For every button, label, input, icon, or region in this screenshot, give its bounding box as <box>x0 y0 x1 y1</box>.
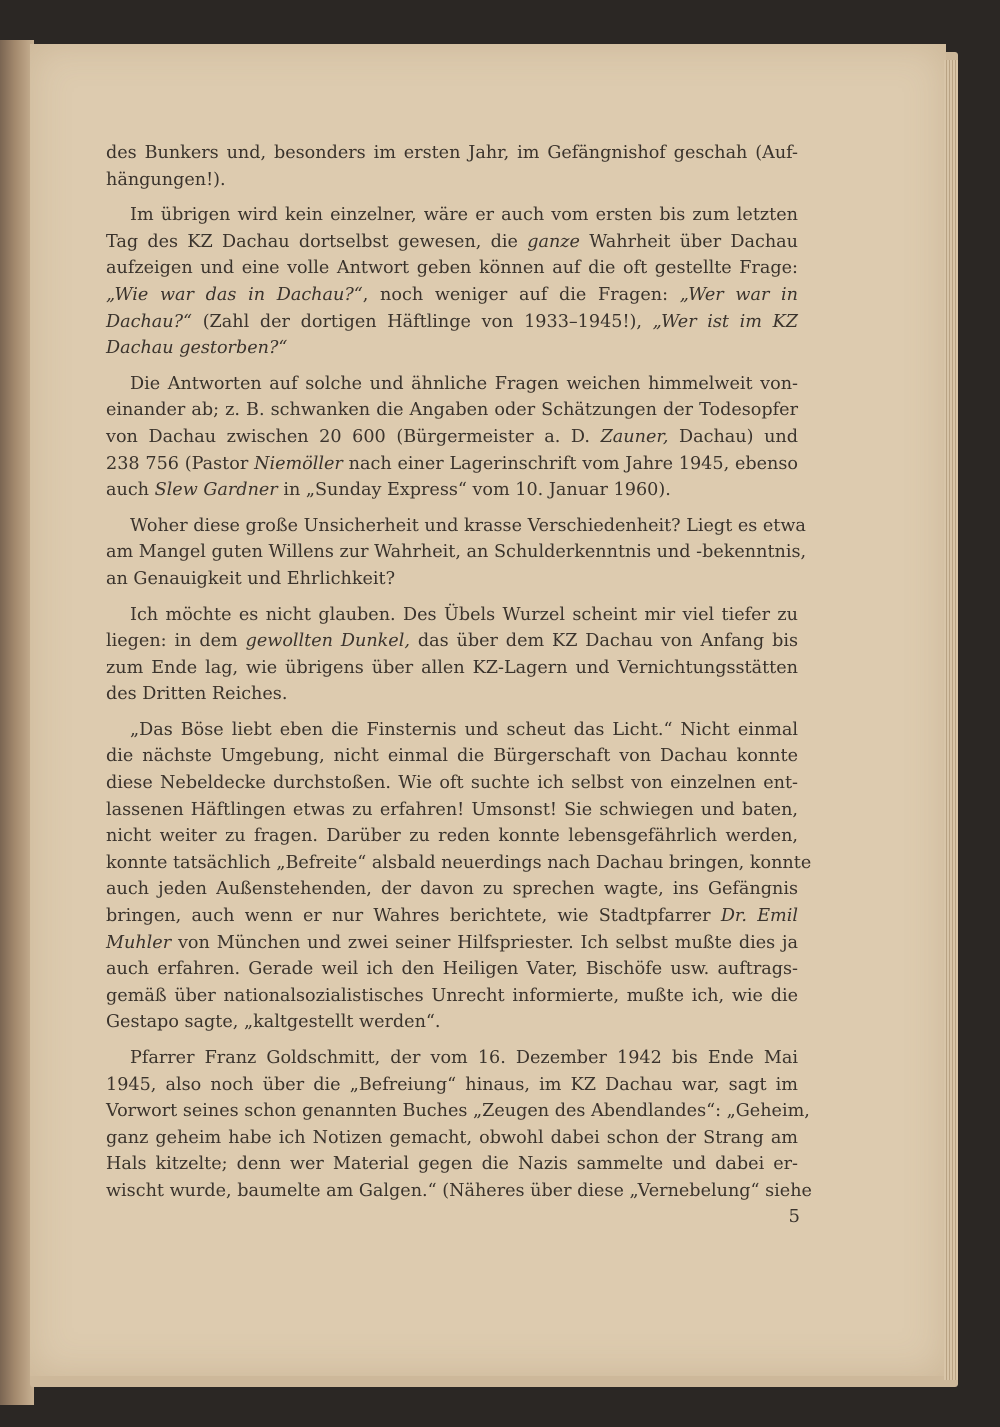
text-run: Gestapo sagte, „kaltgestellt werden“. <box>106 1012 441 1033</box>
paragraph <box>106 513 807 593</box>
italic-text: „Wer ist im KZ <box>652 311 798 332</box>
text-run: 238 756 (Pastor <box>106 453 255 474</box>
text-line <box>106 397 798 424</box>
text-line <box>106 850 812 877</box>
text-run: einander ab; z. B. schwanken die Angaben oder Schätzungen der Todesopfer <box>106 400 798 421</box>
text-run: Die Antworten auf solche und ähnliche Fragen weichen himmelweit von- <box>130 373 798 394</box>
text-line <box>106 513 806 540</box>
text-line <box>106 140 798 167</box>
text-run: gemäß über nationalsozialistisches Unrecht informierte, mußte ich, wie die <box>106 985 798 1006</box>
italic-text: Dachau?“ <box>106 311 193 332</box>
text-run: des Dritten Reiches. <box>106 684 288 705</box>
text-line <box>106 309 798 336</box>
text-line <box>106 371 798 398</box>
text-line <box>106 539 807 566</box>
paragraph-gap <box>106 1036 798 1045</box>
text-run: hängungen!). <box>106 169 226 190</box>
text-run: „Das Böse liebt eben die Finsternis und scheut das Licht.“ Nicht einmal <box>130 719 798 740</box>
paragraph-gap <box>106 504 798 513</box>
page-edges <box>944 60 958 1380</box>
text-run: von Dachau zwischen 20 600 (Bürgermeister a. D. <box>106 426 601 447</box>
text-run: an Genauigkeit und Ehrlichkeit? <box>106 568 396 589</box>
text-line <box>106 681 798 708</box>
text-run: auch <box>106 480 155 501</box>
paragraph-gap <box>106 708 798 717</box>
page-number: 5 <box>788 1206 800 1227</box>
text-line <box>106 876 798 903</box>
italic-text: gewollten Dunkel, <box>245 631 410 652</box>
paragraph <box>106 371 798 504</box>
text-line <box>106 229 798 256</box>
paragraph <box>106 1045 812 1205</box>
text-line <box>106 1151 798 1178</box>
paragraph-gap <box>106 362 798 371</box>
text-line <box>106 1178 812 1205</box>
paragraph-gap <box>106 593 798 602</box>
paragraph <box>106 140 798 193</box>
text-run: Vorwort seines schon genannten Buches „Zeugen des Abendlandes“: „Geheim, <box>106 1101 810 1122</box>
text-line <box>106 167 798 194</box>
text-run: bringen, auch wenn er nur Wahres berichtete, wie Stadtpfarrer <box>106 906 721 927</box>
text-line <box>106 202 798 229</box>
italic-text: Niemöller <box>254 453 343 474</box>
text-line <box>106 743 798 770</box>
italic-text: Zauner, <box>600 426 669 447</box>
text-line <box>106 1045 798 1072</box>
text-run: das über dem KZ Dachau von Anfang bis <box>409 631 798 652</box>
text-run: nach einer Lagerinschrift vom Jahre 1945, ebenso <box>342 453 798 474</box>
text-line <box>106 451 798 478</box>
text-run: diese Nebeldecke durchstoßen. Wie oft suchte ich selbst von einzelnen ent- <box>106 773 798 794</box>
text-line <box>106 424 798 451</box>
paragraph <box>106 717 812 1036</box>
paragraph <box>106 202 798 362</box>
paragraph <box>106 602 798 708</box>
text-run: Woher diese große Unsicherheit und krasse Verschiedenheit? Liegt es etwa <box>130 515 806 536</box>
text-run: Wahrheit über Dachau <box>579 231 798 252</box>
text-run: lassenen Häftlingen etwas zu erfahren! Umsonst! Sie schwiegen und baten, <box>106 799 798 820</box>
text-line <box>106 566 798 593</box>
text-line <box>106 770 798 797</box>
text-line <box>106 930 798 957</box>
text-run: Im übrigen wird kein einzelner, wäre er auch vom ersten bis zum letzten <box>130 205 798 226</box>
italic-text: Dr. Emil <box>720 906 798 927</box>
book-spine <box>0 40 34 1405</box>
text-line <box>106 983 798 1010</box>
text-run: aufzeigen und eine volle Antwort geben können auf die oft gestellte Frage: <box>106 258 798 279</box>
text-run: auch jeden Außenstehenden, der davon zu sprechen wagte, ins Gefängnis <box>106 879 798 900</box>
text-line <box>106 1125 798 1152</box>
text-line <box>106 282 798 309</box>
text-line <box>106 602 798 629</box>
italic-text: „Wer war in <box>679 284 798 305</box>
italic-text: Dachau gestorben?“ <box>106 338 288 359</box>
text-line <box>106 255 798 282</box>
text-line <box>106 335 798 362</box>
italic-text: „Wie war das in Dachau?“ <box>106 284 363 305</box>
text-run: konnte tatsächlich „Befreite“ alsbald neuerdings nach Dachau bringen, konnte <box>106 852 812 873</box>
text-line <box>106 1072 798 1099</box>
text-line <box>106 823 798 850</box>
italic-text: Muhler <box>106 932 172 953</box>
text-run: Ich möchte es nicht glauben. Des Übels Wurzel scheint mir viel tiefer zu <box>130 604 798 625</box>
italic-text: ganze <box>527 231 580 252</box>
text-run: wischt wurde, baumelte am Galgen.“ (Näheres über diese „Vernebelung“ siehe <box>106 1180 812 1201</box>
paragraph-gap <box>106 193 798 202</box>
text-run: des Bunkers und, besonders im ersten Jahr, im Gefängnishof geschah (Auf- <box>106 143 798 163</box>
text-run: (Zahl der dortigen Häftlinge von 1933–1945!), <box>192 311 653 332</box>
text-run: in „Sunday Express“ vom 10. Januar 1960). <box>277 480 671 501</box>
text-run: , noch weniger auf die Fragen: <box>362 284 680 305</box>
text-run: Tag des KZ Dachau dortselbst gewesen, die <box>106 231 528 252</box>
text-run: Hals kitzelte; denn wer Material gegen die Nazis sammelte und dabei er- <box>106 1154 798 1175</box>
text-line <box>106 1009 798 1036</box>
text-line <box>106 628 798 655</box>
text-run: Pfarrer Franz Goldschmitt, der vom 16. Dezember 1942 bis Ende Mai <box>130 1048 798 1068</box>
text-run: auch erfahren. Gerade weil ich den Heiligen Vater, Bischöfe usw. auftrags- <box>106 959 798 980</box>
text-run: die nächste Umgebung, nicht einmal die Bürgerschaft von Dachau konnte <box>106 746 798 767</box>
text-line <box>106 477 798 504</box>
text-run: zum Ende lag, wie übrigens über allen KZ-Lagern und Vernichtungsstätten <box>106 657 798 678</box>
text-line <box>106 717 798 744</box>
text-run: Dachau) und <box>668 426 799 447</box>
text-line <box>106 903 798 930</box>
text-line <box>106 797 798 824</box>
text-run: von München und zwei seiner Hilfspriester. Ich selbst mußte dies ja <box>171 932 798 953</box>
text-line <box>106 655 798 682</box>
text-run: liegen: in dem <box>106 631 246 652</box>
italic-text: Slew Gardner <box>154 480 278 501</box>
text-line <box>106 1098 810 1125</box>
text-line <box>106 956 798 983</box>
text-run: am Mangel guten Willens zur Wahrheit, an Schulderkenntnis und -bekenntnis, <box>106 542 807 563</box>
text-run: 1945, also noch über die „Befreiung“ hinaus, im KZ Dachau war, sagt im <box>106 1074 798 1095</box>
page-body-text <box>106 140 812 1205</box>
text-run: ganz geheim habe ich Notizen gemacht, obwohl dabei schon der Strang am <box>106 1127 798 1148</box>
text-run: nicht weiter zu fragen. Darüber zu reden konnte lebensgefährlich werden, <box>106 826 798 847</box>
